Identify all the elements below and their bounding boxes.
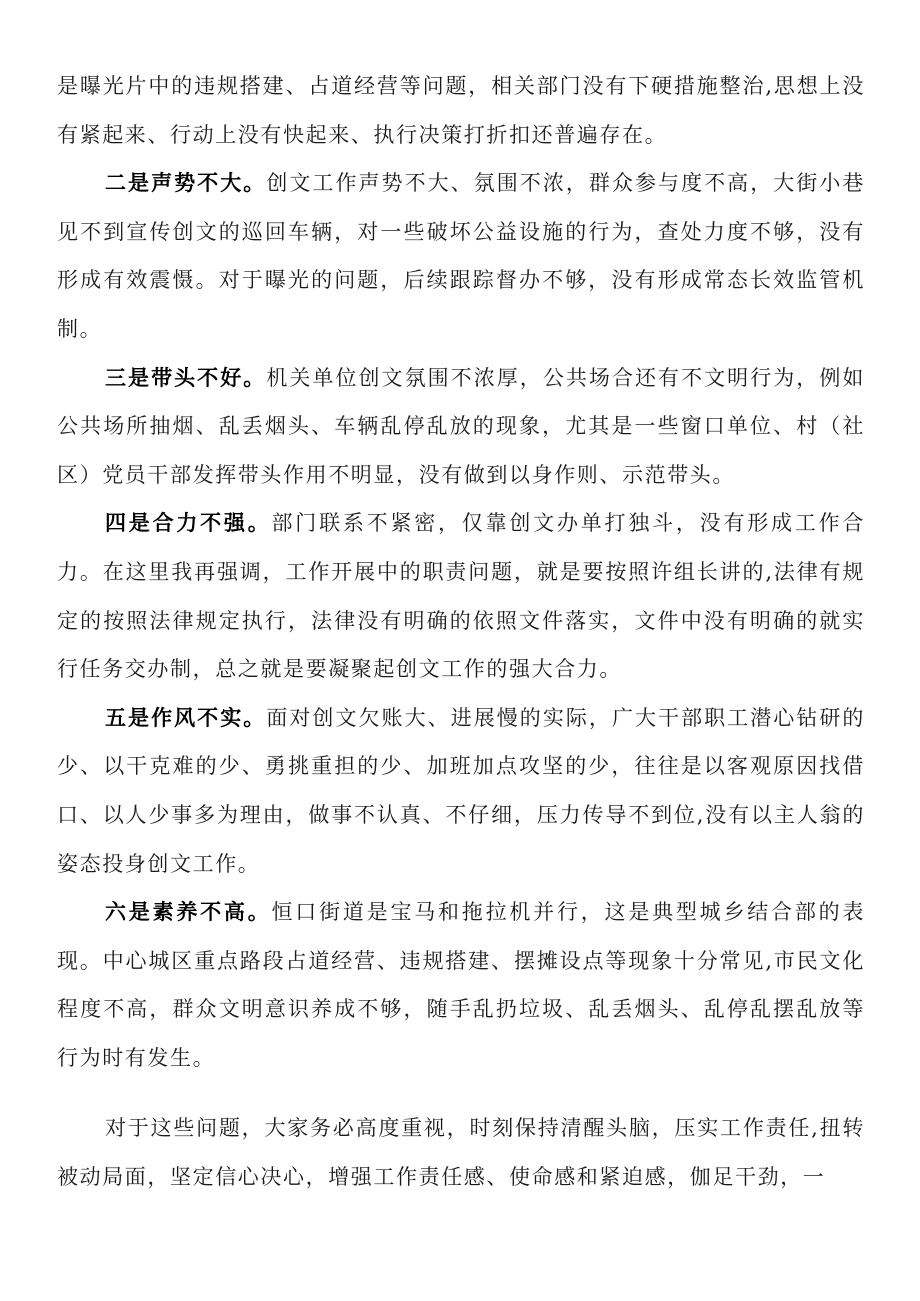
paragraph-text: 恒口街道是宝马和拖拉机并行，这是典型城乡结合部的表现。中心城区重点路段占道经营、违规搭建、摆摊设点等现象十分常见,市民文化程度不高，群众文明意识养成不够，随手乱扔垃圾、乱丢烟头、乱停乱摆乱放等行为时有发生。 — [57, 900, 866, 1070]
paragraph-point-three — [57, 354, 865, 500]
paragraph-text: 对于这些问题，大家务必高度重视，时刻保持清醒头脑，压实工作责任,扭转被动局面，坚定信心决心，增强工作责任感、使命感和紧迫感，伽足干劲，一 — [57, 1116, 865, 1190]
paragraph-continuation — [57, 62, 865, 159]
paragraph-heading: 二是声势不大。 — [105, 171, 267, 196]
paragraph-heading: 五是作风不实。 — [105, 705, 267, 730]
document-body — [57, 62, 865, 1202]
paragraph-text: 部门联系不紧密，仅靠创文办单打独斗，没有形成工作合力。在这里我再强调，工作开展中的职责问题，就是要按照许组长讲的,法律有规定的按照法律规定执行，法律没有明确的依照文件落实，文件中没有明确的就实行任务交办制，总之就是要凝聚起创文工作的强大合力。 — [57, 511, 866, 682]
paragraph-point-six — [57, 888, 865, 1082]
paragraph-point-four — [57, 499, 865, 693]
paragraph-text: 面对创文欠账大、进展慢的实际，广大干部职工潜心钻研的少、以干克难的少、勇挑重担的少、加班加点攻坚的少，往往是以客观原因找借口、以人少事多为理由，做事不认真、不仔细，压力传导不到位,没有以主人翁的姿态投身创文工作。 — [57, 705, 865, 876]
paragraph-point-five — [57, 694, 865, 888]
paragraph-heading: 三是带头不好。 — [105, 365, 267, 390]
paragraph-text: 创文工作声势不大、氛围不浓，群众参与度不高，大街小巷见不到宣传创文的巡回车辆，对一些破坏公益设施的行为，查处力度不够，没有形成有效震慑。对于曝光的问题，后续跟踪督办不够，没有形成常态长效监管机制。 — [57, 171, 865, 341]
paragraph-text: 机关单位创文氛围不浓厚，公共场合还有不文明行为，例如公共场所抽烟、乱丢烟头、车辆乱停乱放的现象，尤其是一些窗口单位、村（社区）党员干部发挥带头作用不明显，没有做到以身作则、示范带头。 — [57, 365, 865, 487]
paragraph-point-two — [57, 159, 865, 353]
paragraph-heading: 六是素养不高。 — [105, 900, 272, 925]
paragraph-heading: 四是合力不强。 — [105, 511, 272, 536]
paragraph-conclusion — [57, 1104, 865, 1201]
paragraph-text: 是曝光片中的违规搭建、占道经营等问题，相关部门没有下硬措施整治,思想上没有紧起来、行动上没有快起来、执行决策打折扣还普遍存在。 — [57, 74, 865, 147]
